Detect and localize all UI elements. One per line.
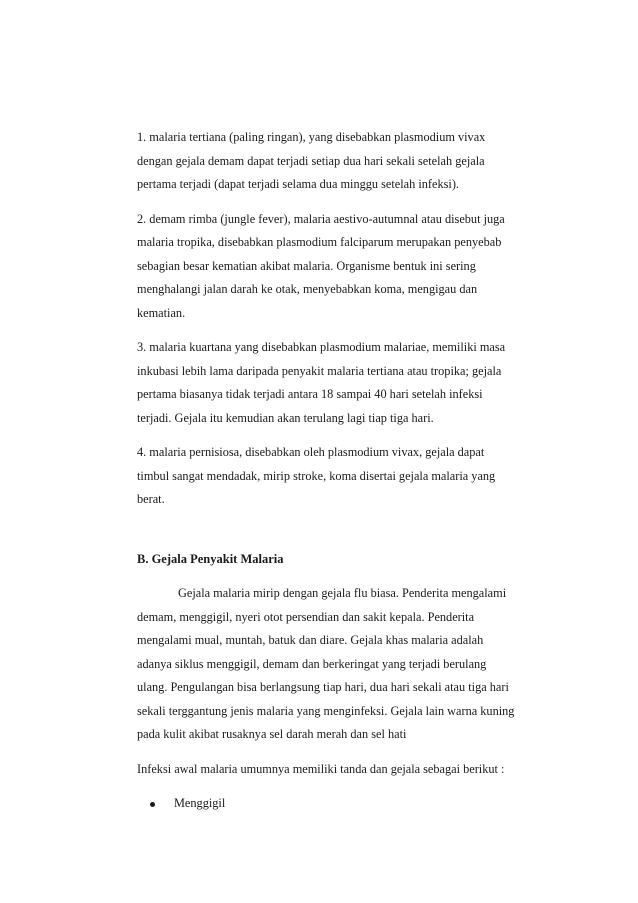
text-line: dengan gejala demam dapat terjadi setiap dua hari sekali setelah gejala — [137, 153, 485, 168]
text-line: terjadi. Gejala itu kemudian akan terulang lagi tiap tiga hari. — [137, 410, 434, 425]
paragraph-malaria-pernisiosa — [137, 441, 537, 512]
text-line: 3. malaria kuartana yang disebabkan plasmodium malariae, memiliki masa — [137, 340, 506, 354]
text-line: sebagian besar kematian akibat malaria. Organisme bentuk ini sering — [137, 258, 476, 273]
text-line: pada kulit akibat rusaknya sel darah merah dan sel hati — [137, 727, 407, 741]
bullet-icon — [150, 802, 155, 807]
text-line: mengalami mual, muntah, batuk dan diare. Gejala khas malaria adalah — [137, 633, 484, 647]
text-line: pertama terjadi (dapat terjadi selama dua minggu setelah infeksi). — [137, 177, 459, 191]
text-line: demam, menggigil, nyeri otot persendian dan sakit kepala. Penderita — [137, 609, 475, 624]
text-line: berat. — [137, 492, 165, 506]
paragraph-malaria-tertiana — [137, 126, 537, 197]
symptom-list — [137, 792, 537, 816]
text-line: 1. malaria tertiana (paling ringan), yang disebabkan plasmodium vivax — [137, 130, 486, 144]
text-line: inkubasi lebih lama daripada penyakit malaria tertiana atau tropika; gejala — [137, 363, 502, 378]
paragraph-demam-rimba — [137, 208, 537, 326]
text-line: sekali terggantung jenis malaria yang menginfeksi. Gejala lain warna kuning — [137, 703, 515, 718]
text-line: 4. malaria pernisiosa, disebabkan oleh plasmodium vivax, gejala dapat — [137, 445, 485, 459]
text-line: 2. demam rimba (jungle fever), malaria aestivo-autumnal atau disebut juga — [137, 211, 505, 226]
section-heading: B. Gejala Penyakit Malaria — [137, 551, 284, 566]
list-item — [137, 792, 537, 816]
document-content — [137, 126, 537, 816]
text-line: pertama biasanya tidak terjadi antara 18 sampai 40 hari setelah infeksi — [137, 387, 483, 401]
text-line: Gejala malaria mirip dengan gejala flu biasa. Penderita mengalami — [178, 586, 507, 600]
text-line: Infeksi awal malaria umumnya memiliki tanda dan gejala sebagai berikut : — [137, 761, 505, 776]
text-line: malaria tropika, disebabkan plasmodium falciparum merupakan penyebab — [137, 235, 502, 249]
paragraph-gejala — [137, 582, 537, 747]
text-line: menghalangi jalan darah ke otak, menyebabkan koma, mengigau dan — [137, 282, 478, 296]
text-line: adanya siklus menggigil, demam dan berkeringat yang terjadi berulang — [137, 656, 487, 671]
paragraph-malaria-kuartana — [137, 336, 537, 430]
text-line: kematian. — [137, 305, 186, 320]
list-item-label: Menggigil — [174, 796, 226, 810]
text-line: timbul sangat mendadak, mirip stroke, koma disertai gejala malaria yang — [137, 468, 496, 483]
text-line: ulang. Pengulangan bisa berlangsung tiap hari, dua hari sekali atau tiga hari — [137, 680, 509, 694]
paragraph-infeksi-awal — [137, 758, 537, 782]
